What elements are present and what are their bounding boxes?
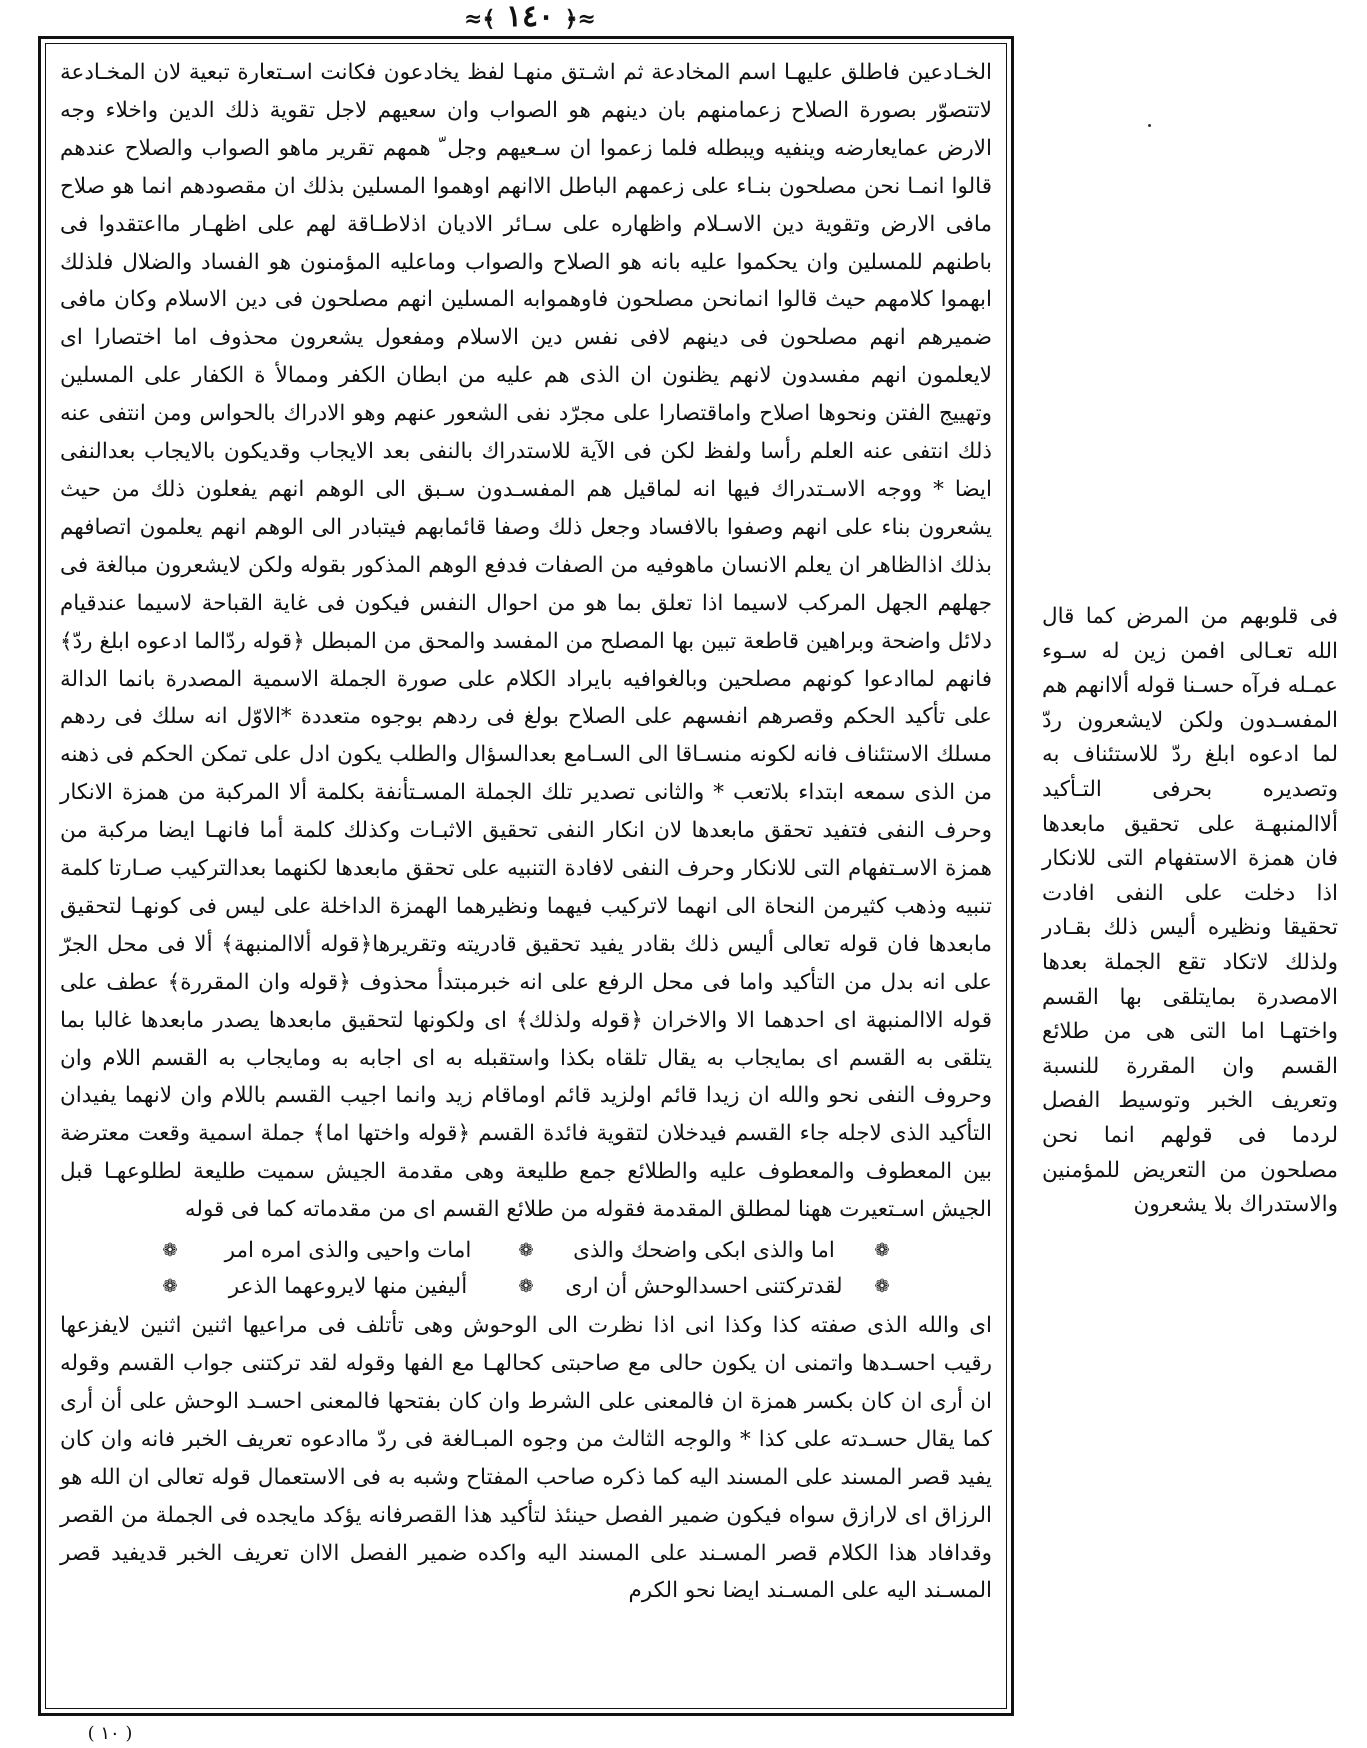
main-paragraph-2: اى والله الذى صفته كذا وكذا انى اذا نظرت الى الوحوش وهى تأتلف فى مراعيها اثنين اثنين لايفزعها رقيب احسـدها واتمنى ان يكون حالى مع صاحبتى كحالهـا مع الفها وقوله لقد تركتنى جواب القسم وقوله ان أرى ان كان بكسر همزة ان فالمعنى على الشرط وان كان بفتحها فالمعنى احسـد الوحش على أن أرى كما يقال حسـدته على كذا * والوجه الثالث من وجوه المبـالغة فى ردّ ماادعوه تعريف الخبر فانه وان كان يفيد قصر المسند على المسند اليه كما ذكره صاحب المفتاح وشبه به فى الاستعمال قوله تعالى ان الله هو الرزاق اى لارازق سواه فيكون ضمير الفصل حينئذ لتأكيد هذا القصرفانه يؤكد مايجده فى الجملة من القصر وقدافاد هذا الكلام قصر المسـند على المسند اليه واكده ضمير الفصل الاان تعريف الخبر قديفيد قصر المسـند اليه على المسـند ايضا نحو الكرم: [60, 1313, 992, 1604]
header-ornament-left: ≈﴾: [464, 6, 496, 32]
margin-paragraph: فى قلوبهم من المرض كما قال الله تعـالى افمن زين له سـوء عمـله فرآه حسـنا قوله ألاانهم هم المفسـدون ولكن لايشعرون ردّ لما ادعوه ابلغ ردّ للاستئناف به وتصديره بحرفى التـأكيد ألاالمنبهـة على تحقيق مابعدها فان همزة الاستفهام التى للانكار اذا دخلت على النفى افادت تحقيقا ونظيره أليس ذلك بقـادر ولذلك لاتكاد تقع الجملة بعدها الامصدرة بمايتلقى بها القسم واختهـا اما التى هى من طلائع القسم وان المقررة للنسبة وتعريف الخبر وتوسيط الفصل لردما فى قولهم انما نحن مصلحون من التعريض للمؤمنين والاستدراك بلا يشعرون: [1042, 604, 1338, 1218]
verse-line-2: [60, 1269, 992, 1305]
verse-star-icon: ❁: [874, 1240, 890, 1262]
verse-line-1: [60, 1233, 992, 1269]
verse-star-icon: ❁: [162, 1240, 178, 1262]
verse-hemistich: لقدتركتنى احسدالوحش أن ارى: [565, 1274, 843, 1300]
verse-star-icon: ❁: [162, 1276, 178, 1298]
page-number: ١٤٠: [505, 0, 555, 34]
verse-hemistich: امات واحيى والذى امره امر: [224, 1238, 472, 1264]
header-ornament-right: ﴿≈: [564, 6, 596, 32]
margin-text: [1042, 600, 1338, 1223]
verse-hemistich: أليفين منها لايروعهما الذعر: [228, 1274, 468, 1300]
main-commentary-frame: [38, 36, 1014, 1716]
main-commentary-text: [45, 43, 1007, 1709]
stray-dot: [1148, 124, 1151, 127]
main-paragraph-1: الخـادعين فاطلق عليهـا اسم المخادعة ثم اشـتق منهـا لفظ يخادعون فكانت اسـتعارة تبعية لان المخـادعة لاتتصوّر بصورة الصلاح زعمامنهم بان دينهم هو الصواب وان سعيهم لاجل تقوية ذلك الدين واخلاء وجه الارض عمايعارضه وينفيه ويبطله فلما زعموا ان سـعيهم وجل ّ همهم تقرير ماهو الصواب والصلاح عندهم قالوا انمـا نحن مصلحون بنـاء على زعمهم الباطل الاانهم اوهموا المسلين بذلك ان مقصودهم انما هو صلاح مافى الارض وتقوية دين الاسـلام واظهاره على سـائر الاديان اذلاطـاقة لهم على اظهـار مااعتقدوا فى باطنهم للمسلين وان يحكموا عليه بانه هو الصلاح والصواب وماعليه المؤمنون هو الفساد والضلال فلذلك ابهموا كلامهم حيث قالوا انمانحن مصلحون فاوهموابه المسلين انهم مصلحون فى دين الاسلام وكان مافى ضميرهم انهم مصلحون فى دينهم لافى نفس دين الاسلام ومفعول يشعرون محذوف اما اختصارا اى لايعلمون انهم مفسدون لانهم يظنون ان الذى هم عليه من ابطان الكفر وممالأ ة الكفار على المسلين وتهييج الفتن ونحوها اصلاح واماقتصارا على مجرّد نفى الشعور عنهم وهو الادراك بالحواس ومن انتفى عنه ذلك انتفى عنه العلم رأسا ولفظ لكن فى الآية للاستدراك بالنفى بعد الايجاب وقديكون بالايجاب بعدالنفى ايضا * ووجه الاسـتدراك فيها انه لماقيل هم المفسـدون سـبق الى الوهم انهم يفعلون ذلك من حيث يشعرون بناء على انهم وصفوا بالافساد وجعل ذلك وصفا قائمابهم فيتبادر الى الوهم انهم يعلمون اتصافهم بذلك اذالظاهر ان يعلم الانسان ماهوفيه من الصفات فدفع الوهم المذكور بقوله ولكن لايشعرون مبالغة فى جهلهم الجهل المركب لاسيما اذا تعلق بما هو من احوال النفس فيكون فى غاية القباحة لاسيما عندقيام دلائل واضحة وبراهين قاطعة تبين بها المصلح من المفسد والمحق من المبطل ﴿قوله ردّالما ادعوه ابلغ ردّ﴾ فانهم لماادعوا كونهم مصلحين وبالغوافيه بايراد الكلام على صورة الجملة الاسمية المصدرة بانما الدالة على تأكيد الحكم وقصرهم انفسهم على الصلاح بولغ فى ردهم بوجوه متعددة *الاوّل انه سلك فى ردهم مسلك الاستئناف فانه لكونه منسـاقا الى السـامع بعدالسؤال والطلب يكون ادل على تمكن الحكم فى ذهنه من الذى سمعه ابتداء بلاتعب * والثانى تصدير تلك الجملة المسـتأنفة بكلمة ألا المركبة من همزة الانكار وحرف النفى فتفيد تحقق مابعدها لان انكار النفى تحقيق الاثبـات وكذلك كلمة أما فانهـا ايضا مركبة من همزة الاسـتفهام التى للانكار وحرف النفى لافادة التنبيه على تحقق مابعدها لكنهما بعدالتركيب صـارتا كلمة تنبيه وذهب كثيرمن النحاة الى انهما لاتركيب فيهما ونظيرهما الهمزة الداخلة على ليس فى كونهـا لتحقيق مابعدها فان قوله تعالى أليس ذلك بقادر يفيد تحقيق قادريته وتقريرها﴿قوله ألاالمنبهة﴾ ألا فى محل الجرّ على انه بدل من التأكيد واما فى محل الرفع على انه خبرمبتدأ محذوف ﴿قوله وان المقررة﴾ عطف على قوله الاالمنبهة اى احدهما الا والاخران ﴿قوله ولذلك﴾ اى ولكونها لتحقيق مابعدها يصدر مابعدها غالبا بما يتلقى به القسم اى بمايجاب به يقال تلقاه بكذا واستقبله به اى اجابه به ومايجاب به القسم اللام وان وحروف النفى نحو والله ان زيدا قائم اولزيد قائم اوماقام زيد وانما اجيب القسم باللام وان لانهما يفيدان التأكيد الذى لاجله جاء القسم فيدخلان لتقوية فائدة القسم ﴿قوله واختها اما﴾ جملة اسمية وقعت معترضة بين المعطوف والمعطوف عليه والطلائع جمع طليعة وهى مقدمة الجيش سميت طليعة لطلوعهـا قبل الجيش اسـتعيرت ههنا لمطلق المقدمة فقوله من طلائع القسم اى من مقدماته كما فى قوله: [60, 60, 992, 1223]
page-footer-signature: ( ١٠ ): [87, 1723, 133, 1744]
page-header: [440, 0, 620, 34]
verse-star-icon: ❁: [518, 1276, 534, 1298]
verse-star-icon: ❁: [874, 1276, 890, 1298]
verse-star-icon: ❁: [518, 1240, 534, 1262]
poem-verse: [60, 1233, 992, 1305]
verse-hemistich: اما والذى ابكى واضحك والذى: [573, 1238, 835, 1264]
